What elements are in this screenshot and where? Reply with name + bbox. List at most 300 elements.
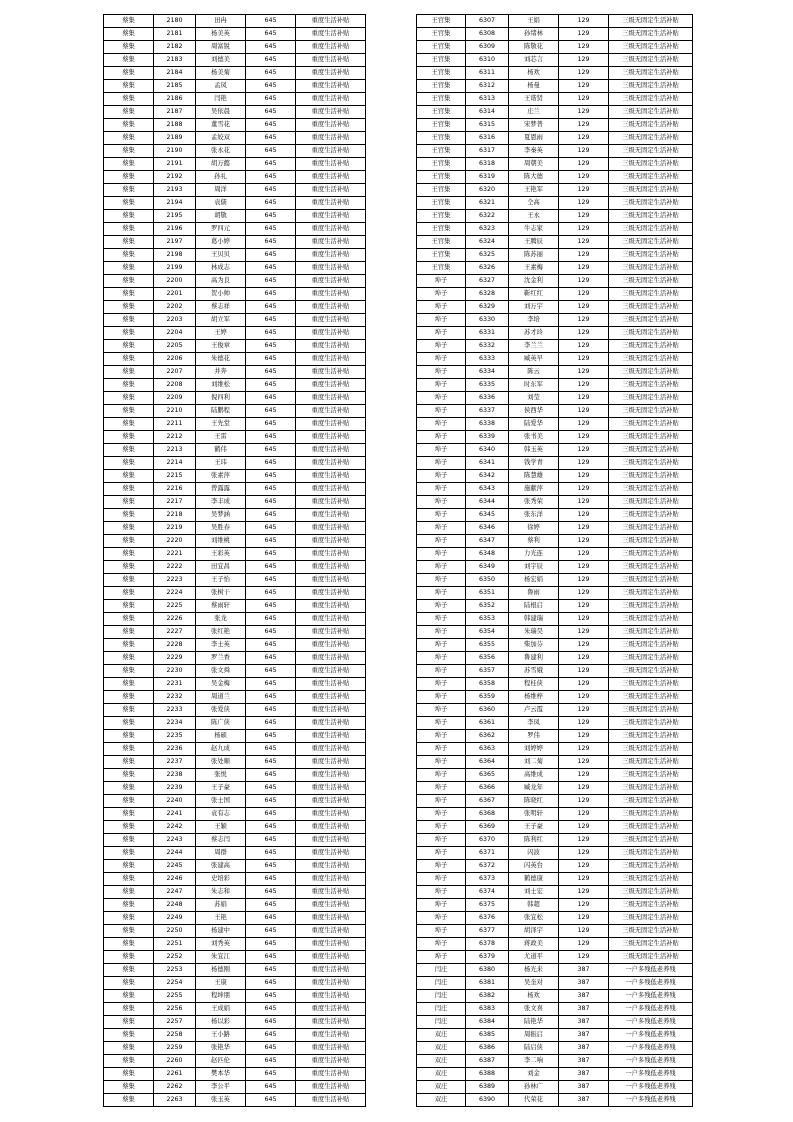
- cell-subsidy-type: 三级无固定生活补贴: [609, 847, 693, 860]
- cell-subsidy-type: 重度生活补贴: [296, 197, 366, 210]
- cell-name: 井奔: [196, 366, 246, 379]
- table-row: [417, 249, 693, 262]
- cell-name: 朱志和: [196, 886, 246, 899]
- cell-subsidy-type: 三级无固定生活补贴: [609, 652, 693, 665]
- table-row: [417, 990, 693, 1003]
- cell-subsidy-type: 三级无固定生活补贴: [609, 535, 693, 548]
- table-row: [417, 847, 693, 860]
- table-row: [417, 41, 693, 54]
- cell-town: 蔡集: [104, 171, 154, 184]
- cell-amount: 129: [559, 327, 609, 340]
- cell-town: 蔡集: [104, 496, 154, 509]
- cell-town: 埠子: [417, 275, 466, 288]
- cell-amount: 645: [246, 132, 296, 145]
- cell-town: 蔡集: [104, 93, 154, 106]
- cell-town: 埠子: [417, 392, 466, 405]
- cell-name: 苏雪娥: [509, 665, 559, 678]
- cell-amount: 645: [246, 483, 296, 496]
- cell-serial: 6367: [466, 795, 509, 808]
- cell-serial: 2249: [154, 912, 196, 925]
- cell-subsidy-type: 重度生活补贴: [296, 444, 366, 457]
- cell-amount: 129: [559, 275, 609, 288]
- cell-serial: 6323: [466, 223, 509, 236]
- cell-subsidy-type: 三级无固定生活补贴: [609, 418, 693, 431]
- cell-serial: 2197: [154, 236, 196, 249]
- cell-town: 王官集: [417, 158, 466, 171]
- cell-amount: 129: [559, 145, 609, 158]
- table-row: [104, 886, 366, 899]
- cell-town: 埠子: [417, 873, 466, 886]
- cell-name: 贺小帅: [196, 288, 246, 301]
- table-row: [417, 1042, 693, 1055]
- table-row: [417, 600, 693, 613]
- cell-subsidy-type: 三级无固定生活补贴: [609, 301, 693, 314]
- cell-subsidy-type: 一户多残低老养残: [609, 1068, 693, 1081]
- table-row: [417, 431, 693, 444]
- cell-subsidy-type: 重度生活补贴: [296, 392, 366, 405]
- cell-name: 周洋: [196, 184, 246, 197]
- table-row: [417, 808, 693, 821]
- cell-serial: 6340: [466, 444, 509, 457]
- cell-serial: 6352: [466, 600, 509, 613]
- cell-name: 刘维松: [196, 379, 246, 392]
- cell-subsidy-type: 三级无固定生活补贴: [609, 561, 693, 574]
- cell-serial: 2215: [154, 470, 196, 483]
- cell-amount: 645: [246, 1055, 296, 1068]
- table-row: [417, 1055, 693, 1068]
- cell-amount: 129: [559, 15, 609, 28]
- cell-amount: 387: [559, 1016, 609, 1029]
- table-row: [104, 145, 366, 158]
- cell-town: 蔡集: [104, 236, 154, 249]
- cell-subsidy-type: 三级无固定生活补贴: [609, 210, 693, 223]
- cell-amount: 645: [246, 795, 296, 808]
- cell-town: 蔡集: [104, 899, 154, 912]
- cell-serial: 6332: [466, 340, 509, 353]
- cell-town: 埠子: [417, 548, 466, 561]
- cell-amount: 645: [246, 106, 296, 119]
- cell-subsidy-type: 一户多残低老养残: [609, 964, 693, 977]
- cell-name: 刘维桃: [196, 535, 246, 548]
- table-row: [104, 314, 366, 327]
- cell-subsidy-type: 三级无固定生活补贴: [609, 834, 693, 847]
- table-row: [417, 561, 693, 574]
- table-row: [417, 899, 693, 912]
- cell-subsidy-type: 三级无固定生活补贴: [609, 626, 693, 639]
- cell-serial: 2219: [154, 522, 196, 535]
- cell-town: 蔡集: [104, 847, 154, 860]
- cell-amount: 645: [246, 340, 296, 353]
- table-row: [104, 28, 366, 41]
- table-row: [104, 171, 366, 184]
- cell-amount: 129: [559, 67, 609, 80]
- cell-serial: 2189: [154, 132, 196, 145]
- cell-amount: 129: [559, 392, 609, 405]
- cell-name: 张文舜: [196, 665, 246, 678]
- cell-subsidy-type: 三级无固定生活补贴: [609, 314, 693, 327]
- table-row: [417, 977, 693, 990]
- table-row: [104, 977, 366, 990]
- cell-serial: 2194: [154, 197, 196, 210]
- cell-amount: 645: [246, 470, 296, 483]
- cell-town: 蔡集: [104, 327, 154, 340]
- cell-town: 蔡集: [104, 639, 154, 652]
- cell-subsidy-type: 三级无固定生活补贴: [609, 288, 693, 301]
- cell-name: 张悦: [196, 769, 246, 782]
- cell-serial: 2233: [154, 704, 196, 717]
- table-row: [104, 821, 366, 834]
- cell-name: 张宜松: [509, 912, 559, 925]
- cell-serial: 2234: [154, 717, 196, 730]
- cell-amount: 129: [559, 405, 609, 418]
- cell-name: 赵匹伦: [196, 1055, 246, 1068]
- cell-subsidy-type: 重度生活补贴: [296, 769, 366, 782]
- cell-subsidy-type: 重度生活补贴: [296, 665, 366, 678]
- cell-name: 陆艳华: [509, 1016, 559, 1029]
- cell-name: 王艳军: [509, 184, 559, 197]
- cell-town: 王官集: [417, 184, 466, 197]
- cell-amount: 129: [559, 444, 609, 457]
- cell-amount: 645: [246, 210, 296, 223]
- cell-serial: 2242: [154, 821, 196, 834]
- cell-serial: 2203: [154, 314, 196, 327]
- cell-town: 蔡集: [104, 782, 154, 795]
- cell-town: 双庄: [417, 1029, 466, 1042]
- cell-town: 王官集: [417, 223, 466, 236]
- cell-name: 宋梦普: [509, 119, 559, 132]
- cell-subsidy-type: 三级无固定生活补贴: [609, 743, 693, 756]
- cell-name: 罗兰香: [196, 652, 246, 665]
- cell-town: 蔡集: [104, 730, 154, 743]
- cell-name: 夏恩雨: [509, 132, 559, 145]
- cell-subsidy-type: 三级无固定生活补贴: [609, 769, 693, 782]
- cell-name: 时东军: [509, 379, 559, 392]
- cell-serial: 2202: [154, 301, 196, 314]
- cell-name: 代荣花: [509, 1094, 559, 1107]
- cell-name: 孙绪林: [509, 28, 559, 41]
- cell-amount: 129: [559, 847, 609, 860]
- cell-serial: 2241: [154, 808, 196, 821]
- cell-serial: 6336: [466, 392, 509, 405]
- cell-name: 韩超: [509, 899, 559, 912]
- cell-serial: 2212: [154, 431, 196, 444]
- table-row: [417, 15, 693, 28]
- cell-subsidy-type: 三级无固定生活补贴: [609, 756, 693, 769]
- cell-subsidy-type: 重度生活补贴: [296, 795, 366, 808]
- cell-name: 杨建中: [196, 925, 246, 938]
- cell-serial: 6318: [466, 158, 509, 171]
- cell-name: 闪波: [509, 847, 559, 860]
- cell-town: 埠子: [417, 509, 466, 522]
- cell-name: 杨光来: [509, 964, 559, 977]
- cell-amount: 129: [559, 678, 609, 691]
- cell-subsidy-type: 重度生活补贴: [296, 925, 366, 938]
- cell-serial: 6386: [466, 1042, 509, 1055]
- cell-subsidy-type: 重度生活补贴: [296, 15, 366, 28]
- cell-amount: 129: [559, 249, 609, 262]
- cell-name: 张处顺: [196, 756, 246, 769]
- cell-town: 蔡集: [104, 132, 154, 145]
- cell-name: 刘士宏: [509, 886, 559, 899]
- cell-amount: 129: [559, 184, 609, 197]
- table-row: [417, 171, 693, 184]
- table-row: [417, 509, 693, 522]
- cell-serial: 6310: [466, 54, 509, 67]
- cell-town: 蔡集: [104, 912, 154, 925]
- table-row: [104, 730, 366, 743]
- cell-serial: 2205: [154, 340, 196, 353]
- table-row: [104, 210, 366, 223]
- cell-town: 王官集: [417, 106, 466, 119]
- cell-name: 王彩英: [196, 548, 246, 561]
- cell-town: 蔡集: [104, 483, 154, 496]
- cell-serial: 2243: [154, 834, 196, 847]
- cell-amount: 645: [246, 561, 296, 574]
- cell-amount: 645: [246, 756, 296, 769]
- cell-amount: 129: [559, 600, 609, 613]
- cell-serial: 6309: [466, 41, 509, 54]
- cell-name: 孟凤: [196, 80, 246, 93]
- cell-town: 蔡集: [104, 925, 154, 938]
- cell-name: 靳红红: [509, 288, 559, 301]
- cell-town: 埠子: [417, 678, 466, 691]
- cell-subsidy-type: 重度生活补贴: [296, 834, 366, 847]
- table-row: [104, 769, 366, 782]
- cell-amount: 129: [559, 873, 609, 886]
- table-row: [417, 28, 693, 41]
- cell-amount: 129: [559, 925, 609, 938]
- table-row: [417, 145, 693, 158]
- cell-amount: 645: [246, 769, 296, 782]
- cell-subsidy-type: 重度生活补贴: [296, 951, 366, 964]
- cell-subsidy-type: 重度生活补贴: [296, 600, 366, 613]
- cell-serial: 6355: [466, 639, 509, 652]
- table-row: [104, 912, 366, 925]
- cell-name: 李凤: [509, 717, 559, 730]
- cell-serial: 6377: [466, 925, 509, 938]
- cell-town: 蔡集: [104, 470, 154, 483]
- cell-subsidy-type: 重度生活补贴: [296, 158, 366, 171]
- cell-name: 徐婷: [509, 522, 559, 535]
- cell-serial: 2204: [154, 327, 196, 340]
- table-row: [104, 561, 366, 574]
- cell-name: 陈广侠: [196, 717, 246, 730]
- cell-amount: 645: [246, 15, 296, 28]
- cell-serial: 2236: [154, 743, 196, 756]
- table-row: [417, 262, 693, 275]
- cell-subsidy-type: 重度生活补贴: [296, 28, 366, 41]
- cell-subsidy-type: 三级无固定生活补贴: [609, 106, 693, 119]
- table-row: [417, 1068, 693, 1081]
- cell-town: 蔡集: [104, 977, 154, 990]
- cell-town: 埠子: [417, 483, 466, 496]
- table-row: [104, 197, 366, 210]
- cell-name: 刘宇辰: [509, 561, 559, 574]
- cell-name: 王先堂: [196, 418, 246, 431]
- cell-serial: 6330: [466, 314, 509, 327]
- cell-subsidy-type: 三级无固定生活补贴: [609, 171, 693, 184]
- table-row: [104, 184, 366, 197]
- cell-subsidy-type: 重度生活补贴: [296, 808, 366, 821]
- cell-serial: 2199: [154, 262, 196, 275]
- cell-serial: 2226: [154, 613, 196, 626]
- cell-serial: 2235: [154, 730, 196, 743]
- table-row: [417, 184, 693, 197]
- cell-amount: 645: [246, 691, 296, 704]
- cell-town: 蔡集: [104, 353, 154, 366]
- cell-subsidy-type: 三级无固定生活补贴: [609, 873, 693, 886]
- cell-serial: 2231: [154, 678, 196, 691]
- cell-serial: 6312: [466, 80, 509, 93]
- cell-amount: 645: [246, 158, 296, 171]
- cell-name: 李丰成: [196, 496, 246, 509]
- cell-amount: 129: [559, 704, 609, 717]
- table-row: [417, 158, 693, 171]
- cell-town: 埠子: [417, 314, 466, 327]
- cell-amount: 129: [559, 574, 609, 587]
- cell-amount: 645: [246, 665, 296, 678]
- cell-town: 蔡集: [104, 1055, 154, 1068]
- cell-name: 尤道平: [509, 951, 559, 964]
- cell-town: 蔡集: [104, 613, 154, 626]
- cell-serial: 2185: [154, 80, 196, 93]
- cell-serial: 2252: [154, 951, 196, 964]
- cell-amount: 645: [246, 860, 296, 873]
- cell-amount: 387: [559, 990, 609, 1003]
- cell-amount: 645: [246, 418, 296, 431]
- cell-amount: 645: [246, 249, 296, 262]
- cell-town: 王官集: [417, 67, 466, 80]
- cell-amount: 129: [559, 756, 609, 769]
- cell-subsidy-type: 重度生活补贴: [296, 743, 366, 756]
- cell-town: 蔡集: [104, 860, 154, 873]
- cell-serial: 2237: [154, 756, 196, 769]
- cell-name: 周朝美: [509, 158, 559, 171]
- cell-amount: 129: [559, 808, 609, 821]
- cell-serial: 6376: [466, 912, 509, 925]
- cell-amount: 645: [246, 925, 296, 938]
- cell-name: 蔡志闫: [196, 834, 246, 847]
- cell-amount: 129: [559, 652, 609, 665]
- cell-serial: 2217: [154, 496, 196, 509]
- cell-town: 埠子: [417, 626, 466, 639]
- cell-serial: 6361: [466, 717, 509, 730]
- table-row: [104, 756, 366, 769]
- cell-amount: 129: [559, 93, 609, 106]
- cell-town: 蔡集: [104, 834, 154, 847]
- cell-town: 蔡集: [104, 1094, 154, 1107]
- cell-amount: 129: [559, 834, 609, 847]
- cell-serial: 2229: [154, 652, 196, 665]
- cell-name: 张永花: [196, 145, 246, 158]
- cell-subsidy-type: 三级无固定生活补贴: [609, 613, 693, 626]
- cell-subsidy-type: 三级无固定生活补贴: [609, 132, 693, 145]
- table-row: [417, 483, 693, 496]
- cell-amount: 645: [246, 626, 296, 639]
- cell-town: 蔡集: [104, 561, 154, 574]
- cell-amount: 129: [559, 587, 609, 600]
- cell-serial: 6356: [466, 652, 509, 665]
- cell-subsidy-type: 三级无固定生活补贴: [609, 899, 693, 912]
- cell-subsidy-type: 重度生活补贴: [296, 184, 366, 197]
- cell-serial: 6351: [466, 587, 509, 600]
- cell-town: 蔡集: [104, 366, 154, 379]
- cell-serial: 2222: [154, 561, 196, 574]
- table-row: [104, 1094, 366, 1107]
- table-row: [417, 938, 693, 951]
- cell-town: 蔡集: [104, 756, 154, 769]
- cell-town: 闫庄: [417, 990, 466, 1003]
- cell-name: 张士国: [196, 795, 246, 808]
- table-row: [104, 743, 366, 756]
- cell-amount: 645: [246, 392, 296, 405]
- cell-serial: 6353: [466, 613, 509, 626]
- cell-name: 杨硕: [196, 730, 246, 743]
- table-row: [104, 626, 366, 639]
- cell-town: 蔡集: [104, 106, 154, 119]
- cell-town: 埠子: [417, 743, 466, 756]
- cell-name: 周道兰: [196, 691, 246, 704]
- cell-town: 埠子: [417, 470, 466, 483]
- cell-serial: 6324: [466, 236, 509, 249]
- cell-name: 刘金: [509, 1068, 559, 1081]
- cell-name: 胡立军: [196, 314, 246, 327]
- cell-town: 埠子: [417, 340, 466, 353]
- cell-serial: 6327: [466, 275, 509, 288]
- cell-subsidy-type: 重度生活补贴: [296, 1068, 366, 1081]
- cell-subsidy-type: 三级无固定生活补贴: [609, 327, 693, 340]
- cell-serial: 6370: [466, 834, 509, 847]
- cell-serial: 6373: [466, 873, 509, 886]
- cell-subsidy-type: 三级无固定生活补贴: [609, 548, 693, 561]
- cell-amount: 645: [246, 821, 296, 834]
- table-row: [104, 1055, 366, 1068]
- table-row: [417, 886, 693, 899]
- table-row: [104, 522, 366, 535]
- cell-town: 蔡集: [104, 301, 154, 314]
- cell-serial: 6320: [466, 184, 509, 197]
- cell-serial: 6308: [466, 28, 509, 41]
- cell-name: 张玉英: [196, 1094, 246, 1107]
- table-row: [417, 236, 693, 249]
- table-row: [417, 275, 693, 288]
- table-row: [417, 210, 693, 223]
- cell-amount: 129: [559, 743, 609, 756]
- cell-subsidy-type: 三级无固定生活补贴: [609, 951, 693, 964]
- cell-serial: 6371: [466, 847, 509, 860]
- cell-amount: 645: [246, 613, 296, 626]
- cell-town: 王官集: [417, 41, 466, 54]
- cell-subsidy-type: 重度生活补贴: [296, 652, 366, 665]
- cell-amount: 129: [559, 769, 609, 782]
- cell-serial: 6363: [466, 743, 509, 756]
- table-row: [104, 652, 366, 665]
- table-row: [417, 197, 693, 210]
- table-row: [104, 119, 366, 132]
- cell-amount: 129: [559, 535, 609, 548]
- cell-subsidy-type: 三级无固定生活补贴: [609, 509, 693, 522]
- cell-name: 王婷: [196, 327, 246, 340]
- cell-town: 王官集: [417, 210, 466, 223]
- cell-town: 蔡集: [104, 938, 154, 951]
- table-row: [417, 1094, 693, 1107]
- cell-name: 王贝贝: [196, 249, 246, 262]
- cell-name: 王小路: [196, 1029, 246, 1042]
- table-row: [104, 834, 366, 847]
- cell-name: 张秀荣: [509, 496, 559, 509]
- cell-name: 张爱侠: [196, 704, 246, 717]
- cell-serial: 6333: [466, 353, 509, 366]
